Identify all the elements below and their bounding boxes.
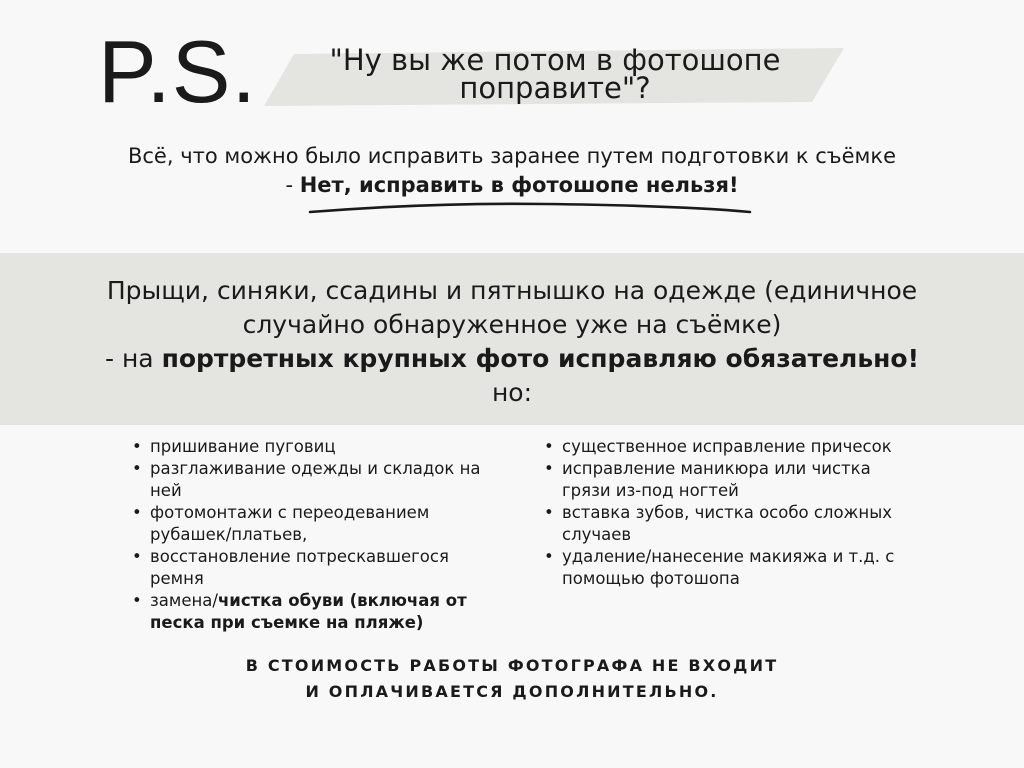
list-item-text: восстановление потрескавшегося ремня: [150, 547, 449, 588]
list-item: [544, 546, 924, 590]
list-item-text: пришивание пуговиц: [150, 437, 336, 456]
intro-text: [60, 142, 964, 200]
list-item-text: фотомонтажи с переодеванием рубашек/платьев,: [150, 503, 430, 544]
band-line-3-bold: портретных крупных фото исправляю обязательно!: [161, 344, 920, 373]
intro-dash: -: [285, 173, 300, 197]
list-item: [544, 436, 924, 458]
band-line-2: случайно обнаруженное уже на съёмке): [242, 310, 782, 339]
list-item: [132, 502, 492, 546]
list-item-text: существенное исправление причесок: [562, 437, 892, 456]
intro-line-2: [60, 171, 964, 200]
intro-bold-statement: Нет, исправить в фотошопе нельзя!: [299, 173, 739, 197]
band-line-3-prefix: - на: [104, 344, 162, 373]
list-item: [544, 458, 924, 502]
list-item-text: замена/: [150, 591, 218, 610]
list-item: [132, 546, 492, 590]
quote-line-2: поправите"?: [459, 71, 651, 105]
list-item: [132, 458, 492, 502]
list-item-text: удаление/нанесение макияжа и т.д. с помощью фотошопа: [562, 547, 895, 588]
quote-line-1: "Ну вы же потом в фотошопе: [329, 43, 781, 77]
list-item-bold: чистка обуви (включая от песка при съемке на пляже): [150, 591, 467, 632]
right-bullet-list: [544, 436, 924, 590]
list-item-text: вставка зубов, чистка особо сложных случаев: [562, 503, 892, 544]
list-item: [544, 502, 924, 546]
list-item-text: исправление маникюра или чистка грязи из-под ногтей: [562, 459, 871, 500]
band-text: [40, 274, 984, 410]
footer-line-1: В СТОИМОСТЬ РАБОТЫ ФОТОГРАФА НЕ ВХОДИТ: [245, 656, 779, 675]
left-bullet-list: [132, 436, 492, 634]
ps-mark: P.S.: [98, 22, 257, 121]
list-item-text: разглаживание одежды и складок на ней: [150, 459, 481, 500]
footer-note: [60, 653, 964, 705]
band-line-4: но:: [491, 378, 533, 407]
list-item: [132, 590, 492, 634]
band-line-1: Прыщи, синяки, ссадины и пятнышко на одежде (единичное: [106, 276, 918, 305]
quote-heading: [300, 43, 810, 105]
intro-line-1: Всё, что можно было исправить заранее путем подготовки к съёмке: [127, 144, 897, 168]
footer-line-2: И ОПЛАЧИВАЕТСЯ ДОПОЛНИТЕЛЬНО.: [305, 682, 719, 701]
band-line-3: [40, 342, 984, 376]
hand-drawn-underline: [306, 198, 754, 218]
list-item: [132, 436, 492, 458]
